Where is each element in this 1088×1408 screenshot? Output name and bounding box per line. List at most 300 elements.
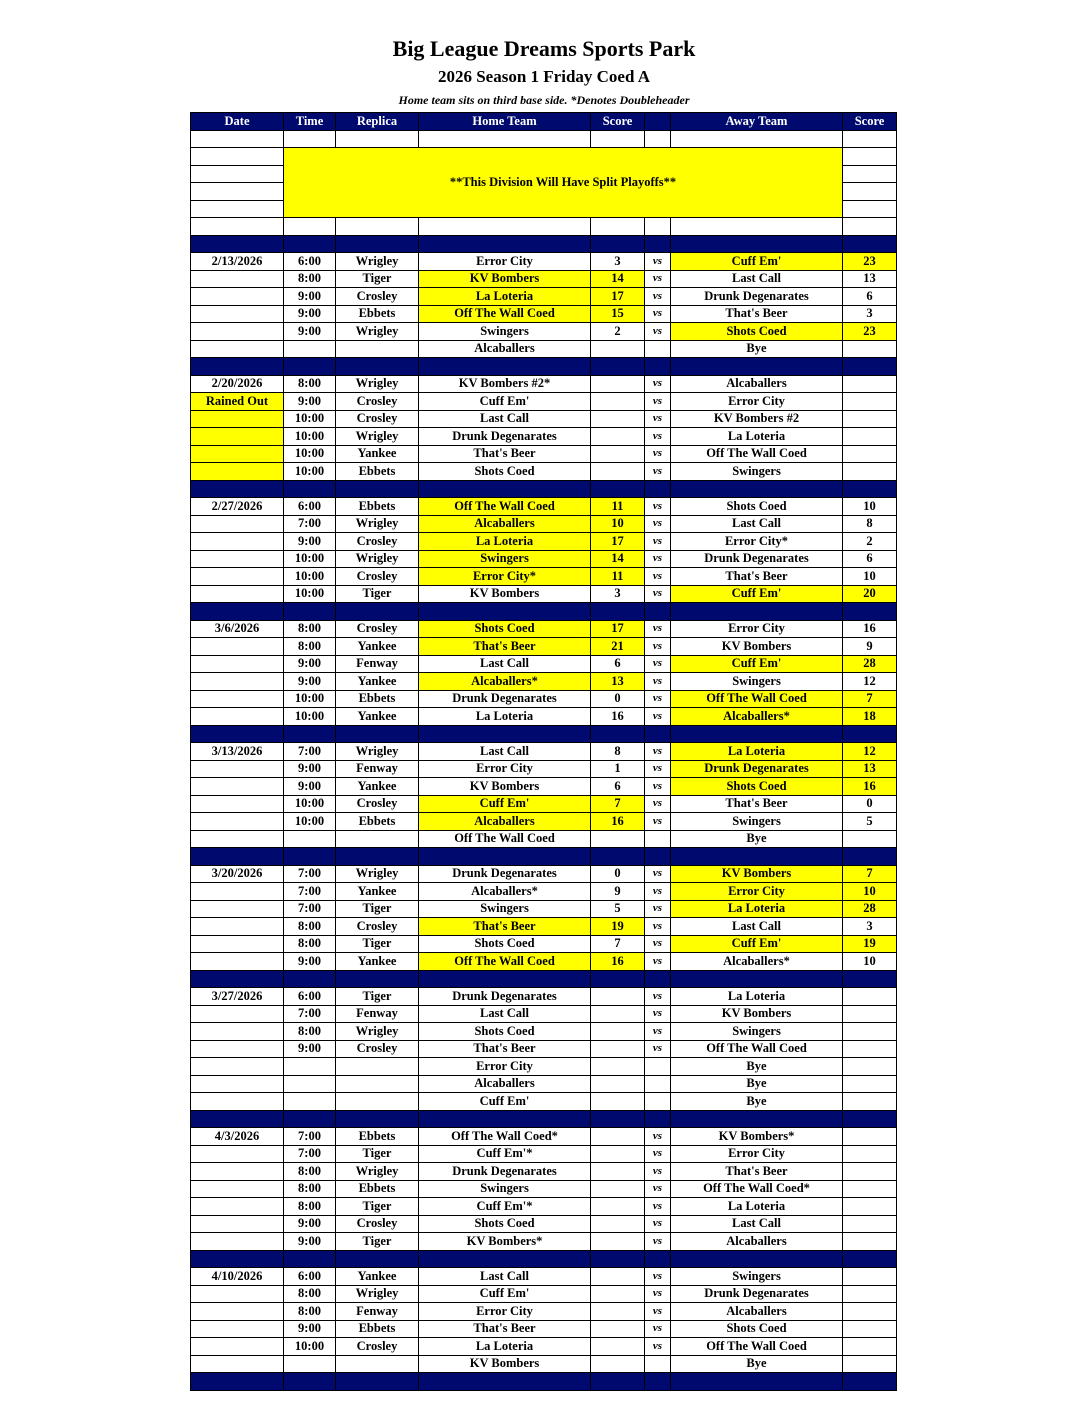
game-field [336, 830, 419, 848]
game-date [191, 760, 284, 778]
game-field: Fenway [336, 760, 419, 778]
away-team: That's Beer [671, 305, 843, 323]
col-header-replica: Replica [336, 113, 419, 131]
home-team: Error City [419, 1058, 591, 1076]
separator-cell [191, 848, 284, 866]
game-date [191, 1285, 284, 1303]
away-score: 2 [843, 533, 897, 551]
separator-cell [843, 480, 897, 498]
separator-cell [284, 603, 336, 621]
game-row [191, 1198, 897, 1216]
game-time: 9:00 [284, 393, 336, 411]
separator-cell [284, 1373, 336, 1391]
away-team: Bye [671, 340, 843, 358]
week-separator [191, 1250, 897, 1268]
vs-label: vs [645, 620, 671, 638]
game-date [191, 813, 284, 831]
home-score [591, 830, 645, 848]
separator-cell [591, 725, 645, 743]
home-team: La Loteria [419, 1338, 591, 1356]
away-score: 3 [843, 305, 897, 323]
game-time [284, 1058, 336, 1076]
home-score [591, 1005, 645, 1023]
separator-cell [645, 358, 671, 376]
home-team: Last Call [419, 743, 591, 761]
game-field: Yankee [336, 445, 419, 463]
home-score: 21 [591, 638, 645, 656]
game-time: 6:00 [284, 988, 336, 1006]
vs-label: vs [645, 760, 671, 778]
away-team: Last Call [671, 1215, 843, 1233]
separator-cell [843, 1110, 897, 1128]
away-score [843, 1338, 897, 1356]
game-row [191, 340, 897, 358]
game-time: 6:00 [284, 253, 336, 271]
away-team: Error City* [671, 533, 843, 551]
separator-cell [191, 235, 284, 253]
blank-row [191, 218, 897, 236]
game-row [191, 550, 897, 568]
game-date [191, 638, 284, 656]
home-team: KV Bombers [419, 778, 591, 796]
away-score: 10 [843, 883, 897, 901]
home-team: Cuff Em'* [419, 1198, 591, 1216]
vs-label: vs [645, 778, 671, 796]
vs-label: vs [645, 918, 671, 936]
game-field: Fenway [336, 1005, 419, 1023]
home-team: Alcaballers* [419, 883, 591, 901]
game-time: 7:00 [284, 1005, 336, 1023]
separator-cell [843, 1373, 897, 1391]
home-team: That's Beer [419, 1040, 591, 1058]
away-team: La Loteria [671, 988, 843, 1006]
away-team: Cuff Em' [671, 935, 843, 953]
game-date: 3/13/2026 [191, 743, 284, 761]
away-team: Swingers [671, 463, 843, 481]
home-score [591, 375, 645, 393]
home-team: Cuff Em' [419, 1285, 591, 1303]
home-team: Last Call [419, 410, 591, 428]
home-team: Swingers [419, 900, 591, 918]
game-row [191, 585, 897, 603]
separator-cell [843, 848, 897, 866]
separator-cell [336, 1373, 419, 1391]
away-team: Drunk Degenarates [671, 760, 843, 778]
away-team: Bye [671, 830, 843, 848]
away-score: 9 [843, 638, 897, 656]
separator-cell [591, 235, 645, 253]
game-date [191, 778, 284, 796]
home-score [591, 410, 645, 428]
vs-label: vs [645, 1198, 671, 1216]
game-time [284, 1355, 336, 1373]
home-score: 6 [591, 778, 645, 796]
home-score [591, 1285, 645, 1303]
week-separator [191, 725, 897, 743]
game-field: Crosley [336, 1040, 419, 1058]
col-header-home-score: Score [591, 113, 645, 131]
away-team: Bye [671, 1355, 843, 1373]
away-score [843, 1320, 897, 1338]
game-row [191, 865, 897, 883]
game-date: 4/3/2026 [191, 1128, 284, 1146]
separator-cell [284, 235, 336, 253]
game-row [191, 393, 897, 411]
away-score [843, 1268, 897, 1286]
home-team: Off The Wall Coed* [419, 1128, 591, 1146]
game-row [191, 1145, 897, 1163]
game-row [191, 655, 897, 673]
vs-label: vs [645, 410, 671, 428]
separator-cell [284, 970, 336, 988]
game-field: Tiger [336, 935, 419, 953]
home-score: 5 [591, 900, 645, 918]
home-team: Alcaballers [419, 813, 591, 831]
vs-label: vs [645, 1338, 671, 1356]
home-team: Drunk Degenarates [419, 690, 591, 708]
vs-label: vs [645, 673, 671, 691]
away-team: Bye [671, 1093, 843, 1111]
away-score: 13 [843, 270, 897, 288]
away-score: 18 [843, 708, 897, 726]
home-team: Off The Wall Coed [419, 953, 591, 971]
game-date: Rained Out [191, 393, 284, 411]
game-row [191, 953, 897, 971]
game-row [191, 1303, 897, 1321]
vs-label: vs [645, 795, 671, 813]
away-score: 0 [843, 795, 897, 813]
game-field: Ebbets [336, 813, 419, 831]
home-score: 15 [591, 305, 645, 323]
separator-cell [419, 725, 591, 743]
separator-cell [645, 480, 671, 498]
away-team: Last Call [671, 918, 843, 936]
separator-cell [336, 1250, 419, 1268]
home-score [591, 1145, 645, 1163]
home-team: Alcaballers* [419, 673, 591, 691]
away-team: Cuff Em' [671, 585, 843, 603]
game-date [191, 1303, 284, 1321]
home-team: Off The Wall Coed [419, 305, 591, 323]
away-score [843, 830, 897, 848]
game-field: Wrigley [336, 515, 419, 533]
away-score [843, 1163, 897, 1181]
away-score: 20 [843, 585, 897, 603]
home-score [591, 1268, 645, 1286]
away-team: Swingers [671, 1023, 843, 1041]
separator-cell [671, 725, 843, 743]
game-time [284, 830, 336, 848]
separator-cell [419, 1250, 591, 1268]
home-team: La Loteria [419, 533, 591, 551]
game-row [191, 498, 897, 516]
game-field: Wrigley [336, 865, 419, 883]
home-score [591, 1215, 645, 1233]
separator-cell [191, 970, 284, 988]
col-header-home-team: Home Team [419, 113, 591, 131]
away-team: Drunk Degenarates [671, 1285, 843, 1303]
away-score: 10 [843, 953, 897, 971]
home-score: 11 [591, 568, 645, 586]
game-field [336, 1093, 419, 1111]
game-date [191, 795, 284, 813]
away-score: 12 [843, 673, 897, 691]
vs-label: vs [645, 428, 671, 446]
home-score [591, 1163, 645, 1181]
game-field: Wrigley [336, 253, 419, 271]
home-score [591, 1233, 645, 1251]
away-score [843, 1023, 897, 1041]
home-team: Alcaballers [419, 340, 591, 358]
game-row [191, 288, 897, 306]
home-team: Shots Coed [419, 935, 591, 953]
away-score: 23 [843, 253, 897, 271]
game-row [191, 883, 897, 901]
game-date: 2/13/2026 [191, 253, 284, 271]
vs-label: vs [645, 1023, 671, 1041]
home-score: 11 [591, 498, 645, 516]
away-team: La Loteria [671, 1198, 843, 1216]
away-team: Swingers [671, 673, 843, 691]
game-time: 7:00 [284, 883, 336, 901]
week-separator [191, 358, 897, 376]
away-team: Drunk Degenarates [671, 550, 843, 568]
game-date [191, 428, 284, 446]
game-field: Crosley [336, 568, 419, 586]
game-date [191, 830, 284, 848]
game-row [191, 1338, 897, 1356]
game-date [191, 1320, 284, 1338]
away-team: Cuff Em' [671, 655, 843, 673]
home-team: KV Bombers #2* [419, 375, 591, 393]
separator-cell [591, 970, 645, 988]
away-team: Alcaballers [671, 1303, 843, 1321]
game-date [191, 953, 284, 971]
game-field: Ebbets [336, 1128, 419, 1146]
game-time: 7:00 [284, 900, 336, 918]
separator-cell [843, 725, 897, 743]
game-date [191, 935, 284, 953]
vs-label [645, 1093, 671, 1111]
away-score [843, 1215, 897, 1233]
vs-label: vs [645, 568, 671, 586]
away-team: Off The Wall Coed [671, 1338, 843, 1356]
game-row [191, 1128, 897, 1146]
home-team: KV Bombers* [419, 1233, 591, 1251]
away-score: 10 [843, 498, 897, 516]
game-field: Tiger [336, 1198, 419, 1216]
away-team: Shots Coed [671, 323, 843, 341]
home-score [591, 1338, 645, 1356]
game-date [191, 673, 284, 691]
away-team: Last Call [671, 515, 843, 533]
home-team: That's Beer [419, 918, 591, 936]
home-team: La Loteria [419, 708, 591, 726]
away-score [843, 428, 897, 446]
separator-cell [671, 603, 843, 621]
game-time: 9:00 [284, 760, 336, 778]
separator-cell [336, 603, 419, 621]
game-field: Yankee [336, 778, 419, 796]
game-row [191, 708, 897, 726]
game-row [191, 620, 897, 638]
game-time: 8:00 [284, 270, 336, 288]
away-team: Error City [671, 883, 843, 901]
home-team: Swingers [419, 550, 591, 568]
home-team: Off The Wall Coed [419, 830, 591, 848]
separator-cell [284, 358, 336, 376]
home-team: Alcaballers [419, 1075, 591, 1093]
away-team: Shots Coed [671, 778, 843, 796]
game-date [191, 270, 284, 288]
home-team: That's Beer [419, 638, 591, 656]
game-row [191, 918, 897, 936]
game-time: 7:00 [284, 1145, 336, 1163]
away-team: Error City [671, 393, 843, 411]
vs-label: vs [645, 1163, 671, 1181]
game-field: Ebbets [336, 463, 419, 481]
separator-cell [645, 603, 671, 621]
game-field: Tiger [336, 988, 419, 1006]
home-score [591, 463, 645, 481]
home-team: Cuff Em' [419, 795, 591, 813]
separator-cell [419, 480, 591, 498]
home-team: Swingers [419, 1180, 591, 1198]
away-score: 6 [843, 288, 897, 306]
home-score [591, 1058, 645, 1076]
home-score: 17 [591, 620, 645, 638]
home-team: Shots Coed [419, 463, 591, 481]
home-team: KV Bombers [419, 1355, 591, 1373]
vs-label [645, 830, 671, 848]
separator-cell [645, 725, 671, 743]
game-time: 9:00 [284, 778, 336, 796]
game-row [191, 1215, 897, 1233]
vs-label: vs [645, 305, 671, 323]
separator-cell [591, 1110, 645, 1128]
vs-label: vs [645, 883, 671, 901]
game-field: Wrigley [336, 323, 419, 341]
separator-cell [843, 358, 897, 376]
vs-label: vs [645, 638, 671, 656]
game-time: 9:00 [284, 655, 336, 673]
vs-label: vs [645, 550, 671, 568]
game-row [191, 743, 897, 761]
page-subtitle: 2026 Season 1 Friday Coed A [437, 67, 651, 86]
game-row [191, 463, 897, 481]
game-time [284, 1075, 336, 1093]
game-field: Yankee [336, 883, 419, 901]
home-team: Error City* [419, 568, 591, 586]
game-field: Crosley [336, 393, 419, 411]
away-score: 28 [843, 655, 897, 673]
away-score: 10 [843, 568, 897, 586]
away-score: 12 [843, 743, 897, 761]
separator-cell [591, 480, 645, 498]
away-score [843, 988, 897, 1006]
game-date [191, 1023, 284, 1041]
game-row [191, 638, 897, 656]
away-team: That's Beer [671, 568, 843, 586]
home-team: KV Bombers [419, 585, 591, 603]
game-field: Yankee [336, 1268, 419, 1286]
game-time: 10:00 [284, 428, 336, 446]
vs-label: vs [645, 743, 671, 761]
home-team: Cuff Em' [419, 393, 591, 411]
game-time: 7:00 [284, 865, 336, 883]
home-team: Last Call [419, 1268, 591, 1286]
game-time: 8:00 [284, 935, 336, 953]
home-team: Last Call [419, 1005, 591, 1023]
home-team: Error City [419, 760, 591, 778]
col-header-time: Time [284, 113, 336, 131]
home-team: That's Beer [419, 1320, 591, 1338]
game-field: Wrigley [336, 743, 419, 761]
separator-cell [419, 603, 591, 621]
vs-label: vs [645, 533, 671, 551]
home-score [591, 340, 645, 358]
game-field: Wrigley [336, 375, 419, 393]
game-time [284, 1093, 336, 1111]
away-team: Shots Coed [671, 498, 843, 516]
home-score: 14 [591, 270, 645, 288]
separator-cell [191, 1250, 284, 1268]
game-field: Fenway [336, 655, 419, 673]
separator-cell [671, 1110, 843, 1128]
away-team: KV Bombers [671, 865, 843, 883]
game-field: Wrigley [336, 428, 419, 446]
away-score: 23 [843, 323, 897, 341]
game-time: 10:00 [284, 690, 336, 708]
separator-cell [419, 1373, 591, 1391]
game-field: Yankee [336, 673, 419, 691]
game-time: 7:00 [284, 743, 336, 761]
game-date: 3/20/2026 [191, 865, 284, 883]
game-row [191, 690, 897, 708]
game-date [191, 550, 284, 568]
header-row [191, 113, 897, 131]
home-team: That's Beer [419, 445, 591, 463]
game-date [191, 1233, 284, 1251]
separator-cell [419, 235, 591, 253]
vs-label: vs [645, 708, 671, 726]
playoffs-notice: **This Division Will Have Split Playoffs** [284, 148, 843, 218]
vs-label: vs [645, 270, 671, 288]
game-date: 2/20/2026 [191, 375, 284, 393]
col-header-away-score: Score [843, 113, 897, 131]
game-time: 10:00 [284, 813, 336, 831]
home-team: Drunk Degenarates [419, 865, 591, 883]
away-score [843, 340, 897, 358]
home-score: 9 [591, 883, 645, 901]
game-field: Ebbets [336, 498, 419, 516]
game-date [191, 410, 284, 428]
game-row [191, 1058, 897, 1076]
vs-label: vs [645, 1268, 671, 1286]
game-time: 10:00 [284, 585, 336, 603]
away-score [843, 1075, 897, 1093]
home-team: Error City [419, 1303, 591, 1321]
home-score: 17 [591, 288, 645, 306]
vs-label: vs [645, 1215, 671, 1233]
vs-label: vs [645, 1285, 671, 1303]
away-score [843, 1128, 897, 1146]
game-date [191, 445, 284, 463]
vs-label: vs [645, 375, 671, 393]
game-date: 3/27/2026 [191, 988, 284, 1006]
game-date [191, 690, 284, 708]
game-field: Yankee [336, 638, 419, 656]
